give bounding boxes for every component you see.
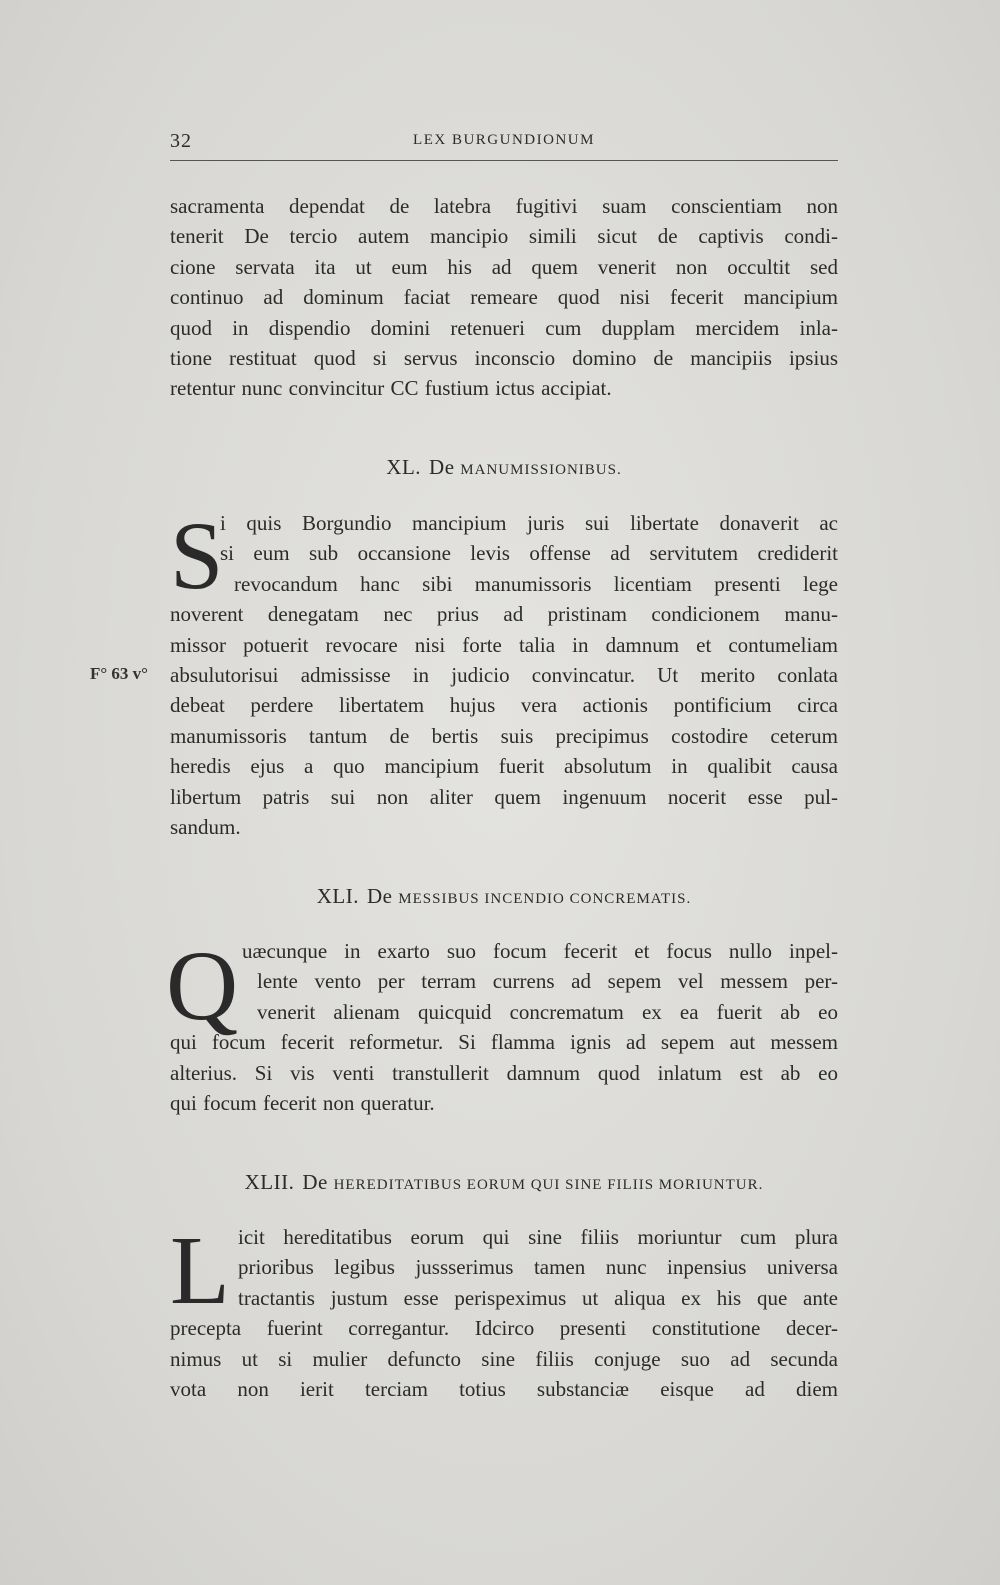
section-heading	[170, 455, 838, 480]
section-body	[170, 936, 838, 1118]
section-number: XLII.	[244, 1170, 295, 1194]
text-line: alterius. Si vis venti transtullerit damnum quod inlatum est ab eo	[170, 1060, 838, 1085]
text-line: qui focum fecerit non queratur.	[170, 1091, 435, 1116]
section-de: De	[429, 455, 455, 479]
text-line: tenerit De tercio autem mancipio simili sicut de captivis condi-	[170, 224, 838, 249]
section-heading	[170, 1170, 838, 1195]
text-line: revocandum hanc sibi manumissoris licentiam presenti lege	[234, 571, 838, 596]
text-line: tione restituat quod si servus inconscio domino de mancipiis ipsius	[170, 346, 838, 371]
intro-paragraph	[170, 191, 838, 404]
section-number: XLI.	[316, 884, 360, 908]
page-number: 32	[170, 130, 192, 152]
text-line: libertum patris sui non aliter quem ingenuum nocerit esse pul-	[170, 784, 838, 809]
text-line: venerit alienam quicquid concrematum ex ea fuerit ab eo	[257, 999, 838, 1024]
text-line: sandum.	[170, 815, 241, 840]
text-line: i quis Borgundio mancipium juris sui libertate donaverit ac	[220, 511, 838, 535]
text-line: absulutorisui admississe in judicio convincatur. Ut merito conlata	[170, 663, 838, 688]
margin-folio-note: F° 63 v°	[90, 664, 148, 683]
text-line: cione servata ita ut eum his ad quem venerit non occultit sed	[170, 254, 838, 279]
text-line: noverent denegatam nec prius ad pristinam condicionem manu-	[170, 602, 838, 627]
section-number: XL.	[386, 455, 422, 479]
section-de: De	[367, 884, 393, 908]
section-title: MANUMISSIONIBUS.	[460, 462, 622, 478]
text-line: tractantis justum esse perispeximus ut aliqua ex his que ante	[238, 1285, 838, 1310]
text-line: continuo ad dominum faciat remeare quod nisi fecerit mancipium	[170, 285, 838, 310]
text-line: manumissoris tantum de bertis suis precipimus costodire ceterum	[170, 723, 838, 748]
text-line: prioribus legibus jussserimus tamen nunc inpensius universa	[238, 1255, 838, 1280]
text-line: nimus ut si mulier defuncto sine filiis conjuge suo ad secunda	[170, 1346, 838, 1371]
text-line: heredis ejus a quo mancipium fuerit absolutum in qualibit causa	[170, 754, 838, 779]
text-line: si eum sub occansione levis offense ad servitutem crediderit	[220, 541, 838, 566]
running-title: LEX BURGUNDIONUM	[413, 132, 595, 148]
drop-cap-initial: L	[170, 1217, 230, 1325]
drop-cap-initial: Q	[166, 930, 239, 1041]
text-line: missor potuerit revocare nisi forte talia in damnum et contumeliam	[170, 632, 838, 657]
text-line: icit hereditatibus eorum qui sine filiis moriuntur cum plura	[238, 1225, 838, 1249]
text-line: sacramenta dependat de latebra fugitivi suam conscientiam non	[170, 194, 838, 218]
section-de: De	[302, 1170, 328, 1194]
section-body	[170, 502, 838, 842]
text-line: quod in dispendio domini retenueri cum dupplam mercidem inla-	[170, 315, 838, 340]
text-line: precepta fuerint corregantur. Idcirco presenti constitutione decer-	[170, 1316, 838, 1341]
section-heading	[170, 884, 838, 909]
text-line: qui focum fecerit reformetur. Si flamma ignis ad sepem aut messem	[170, 1030, 838, 1055]
text-line: uæcunque in exarto suo focum fecerit et focus nullo inpel-	[242, 939, 838, 963]
section-title: HEREDITATIBUS EORUM QUI SINE FILIIS MORIUNTUR.	[333, 1177, 764, 1193]
text-line: vota non ierit terciam totius substanciæ eisque ad diem	[170, 1377, 838, 1402]
drop-cap-initial: S	[170, 502, 224, 609]
text-line: retentur nunc convincitur CC fustium ictus accipiat.	[170, 376, 612, 401]
page-header	[170, 130, 838, 161]
section-body	[170, 1217, 838, 1404]
text-line: debeat perdere libertatem hujus vera actionis pontificium circa	[170, 693, 838, 718]
text-line: lente vento per terram currens ad sepem vel messem per-	[257, 969, 838, 994]
section-title: MESSIBUS INCENDIO CONCREMATIS.	[398, 891, 692, 907]
